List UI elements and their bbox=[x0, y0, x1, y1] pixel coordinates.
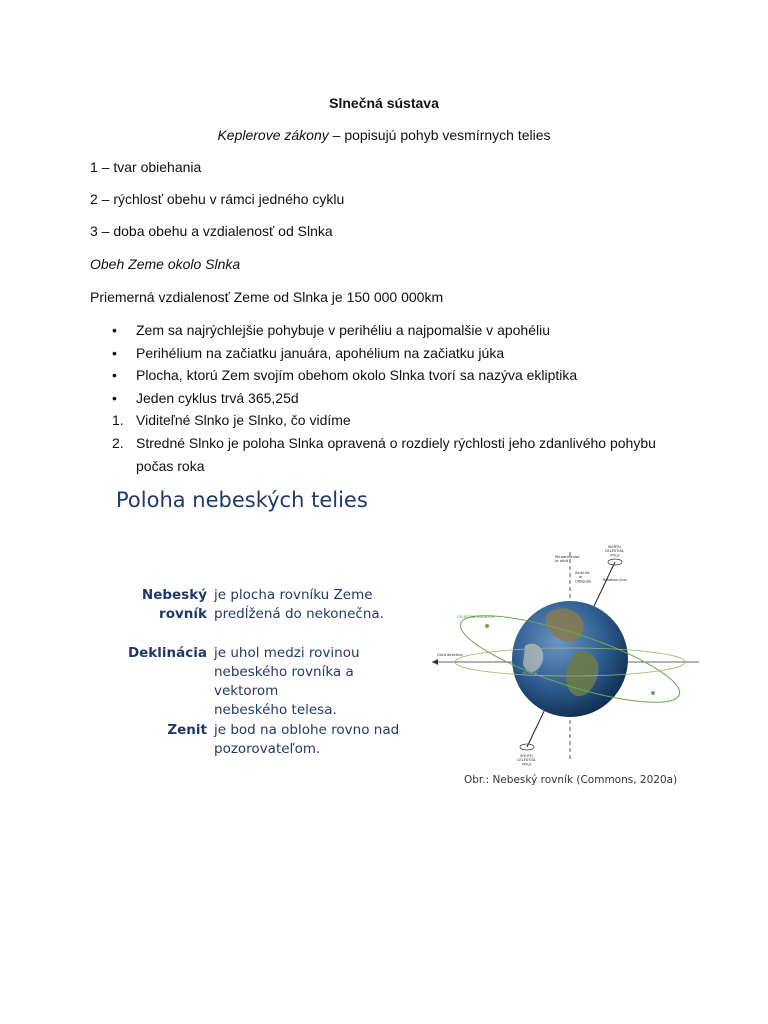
figure-caption: Obr.: Nebeský rovník (Commons, 2020a) bbox=[464, 774, 678, 786]
list-item bbox=[112, 432, 692, 477]
subtitle-italic: Keplerove zákony bbox=[217, 127, 329, 143]
list-item bbox=[112, 387, 692, 410]
list-item bbox=[112, 319, 692, 342]
list-item bbox=[112, 364, 692, 387]
number-marker: 1. bbox=[112, 412, 124, 429]
orbit-arrow-icon bbox=[432, 659, 438, 665]
axial-tilt-label: Axial tilt or Obliquity bbox=[575, 571, 592, 584]
fact-list bbox=[112, 319, 692, 477]
ecliptic-label: ECLIPTIC bbox=[523, 671, 539, 675]
list-item-text: Jeden cyklus trvá 365,25d bbox=[136, 389, 299, 406]
document-title: Slnečná sústava bbox=[329, 95, 439, 111]
definition-line: nebeského rovníka a vektorom bbox=[214, 664, 354, 699]
celestial-equator-label: CELESTIAL EQUATOR bbox=[457, 615, 495, 619]
law-3: 3 – doba obehu a vzdialenosť od Slnka bbox=[90, 223, 333, 239]
definition-line: je bod na oblohe rovno nad bbox=[214, 722, 400, 738]
list-item bbox=[112, 409, 692, 432]
bullet-marker bbox=[112, 387, 132, 410]
list-item-text: Viditeľné Slnko je Slnko, čo vidíme bbox=[136, 412, 351, 429]
distance-sentence: Priemerná vzdialenosť Zeme od Slnka je 150 000 000km bbox=[90, 289, 444, 305]
list-item-text: Perihélium na začiatku januára, apohélium na začiatku júka bbox=[136, 344, 505, 361]
definition-term: Deklinácia bbox=[127, 645, 207, 661]
definition-line: je plocha rovníku Zeme bbox=[214, 587, 373, 603]
south-pole-label: SOUTH CELESTIAL POLE bbox=[516, 754, 536, 767]
celestial-sphere-figure bbox=[427, 542, 703, 772]
document-subtitle bbox=[0, 125, 768, 145]
number-marker: 2. bbox=[112, 434, 124, 451]
bullet-marker bbox=[112, 319, 132, 342]
orbit-direction-label: Orbit direction bbox=[437, 653, 463, 657]
list-item-text-continued: počas roka bbox=[136, 457, 205, 474]
law-1: 1 – tvar obiehania bbox=[90, 159, 202, 175]
definition-text bbox=[214, 644, 414, 720]
definition-celestial-equator bbox=[92, 586, 422, 626]
north-pole-label: NORTH CELESTIAL POLE bbox=[604, 545, 624, 558]
embedded-slide bbox=[92, 480, 704, 796]
bullet-marker bbox=[112, 364, 132, 387]
definition-declination bbox=[92, 644, 422, 718]
definition-line: nebeského telesa. bbox=[214, 702, 337, 718]
section-heading: Obeh Zeme okolo Slnka bbox=[90, 256, 241, 272]
definition-text bbox=[214, 721, 414, 759]
equator-marker bbox=[485, 624, 489, 628]
list-item bbox=[112, 342, 692, 365]
list-item-text: Zem sa najrýchlejšie pohybuje v perihéliu a najpomalšie v apohéliu bbox=[136, 322, 551, 338]
equator-marker bbox=[651, 691, 655, 695]
rotation-axis-label: Rotation Axis bbox=[603, 578, 627, 582]
definition-text bbox=[214, 586, 414, 624]
bullet-marker bbox=[112, 342, 132, 365]
slide-title: Poloha nebeských telies bbox=[116, 488, 368, 512]
definition-line: predĺžená do nekonečna. bbox=[214, 606, 384, 622]
list-item-text: Stredné Slnko je poloha Slnka opravená o rozdiely rýchlosti jeho zdanlivého pohybu bbox=[136, 434, 656, 451]
definition-zenith bbox=[92, 721, 422, 761]
definition-term: Zenit bbox=[167, 722, 207, 738]
definition-line: je uhol medzi rovinou bbox=[214, 645, 360, 661]
law-2: 2 – rýchlosť obehu v rámci jedného cyklu bbox=[90, 191, 345, 207]
definition-line: pozorovateľom. bbox=[214, 741, 321, 757]
list-item-text: Plocha, ktorú Zem svojím obehom okolo Slnka tvorí sa nazýva ekliptika bbox=[136, 367, 578, 384]
perpendicular-label: Perpendicular to orbit bbox=[555, 555, 580, 564]
definition-term: Nebeský rovník bbox=[141, 587, 207, 622]
subtitle-rest: – popisujú pohyb vesmírnych telies bbox=[328, 127, 551, 143]
